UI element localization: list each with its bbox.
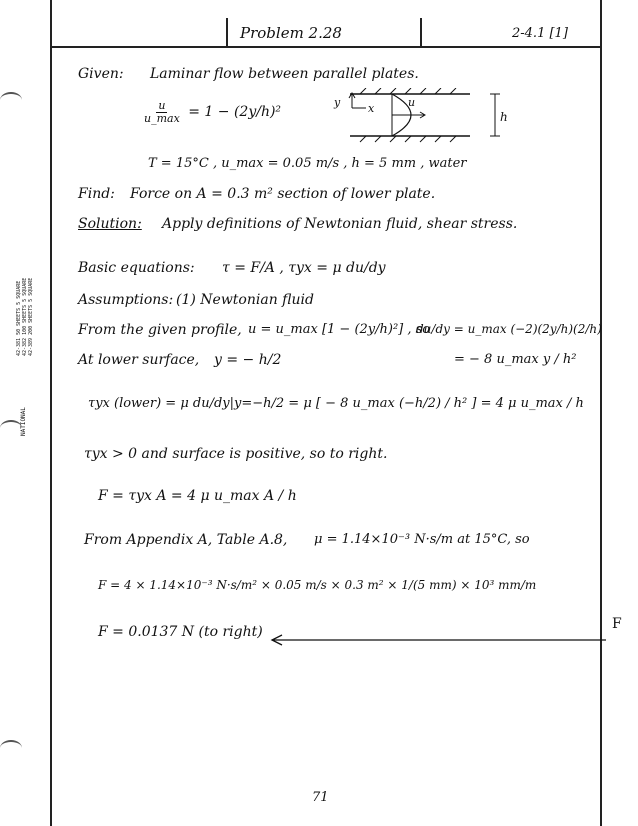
- solution-label: Solution:: [78, 216, 142, 232]
- binder-hole-top: [0, 92, 22, 108]
- pad-brand-print: 42-381 50 SHEETS 5 SQUARE 42-382 100 SHEETS 5 SQUARE 42-389 200 SHEETS 5 SQUARE NATIONAL: [16, 277, 34, 436]
- margin-answer-tag: F: [612, 616, 622, 632]
- basic-equations: τ = F/A , τyx = μ du/dy: [222, 260, 386, 276]
- assumptions-text: (1) Newtonian fluid: [176, 292, 314, 308]
- binder-hole-bottom: [0, 740, 22, 756]
- header-rule: [50, 46, 602, 48]
- result-pointer-arrow: [270, 630, 610, 650]
- basic-equations-label: Basic equations:: [78, 260, 195, 276]
- derivative-result: = − 8 u_max y / h²: [454, 352, 577, 367]
- find-label: Find:: [78, 186, 115, 202]
- profile-equation: u = u_max [1 − (2y/h)²] , so: [248, 322, 431, 337]
- given-text: Laminar flow between parallel plates.: [150, 66, 419, 82]
- binder-hole-mid: [0, 420, 22, 436]
- find-text: Force on A = 0.3 m² section of lower plate.: [130, 186, 436, 202]
- diagram-h-label: h: [500, 110, 508, 124]
- force-equation: F = τyx A = 4 μ u_max A / h: [98, 488, 297, 504]
- surface-text: At lower surface,: [78, 352, 200, 368]
- left-margin-line: [50, 0, 52, 826]
- diagram-x-label: x: [368, 102, 375, 115]
- solution-text: Apply definitions of Newtonian fluid, shear stress.: [162, 216, 518, 232]
- final-result: F = 0.0137 N (to right): [98, 624, 263, 640]
- velocity-profile-equation: $\frac{u}{u\_\max}$ = 1 − (2y/h)²: [144, 99, 282, 125]
- diagram-y-label: y: [334, 96, 341, 109]
- shear-direction-text: τyx > 0 and surface is positive, so to right.: [84, 446, 388, 462]
- appendix-text: From Appendix A, Table A.8,: [84, 532, 288, 548]
- problem-code: 2-4.1 [1]: [512, 26, 568, 41]
- shear-stress-lower: τyx (lower) = μ du/dy|y=−h/2 = μ [ − 8 u_max (−h/2) / h² ] = 4 μ u_max / h: [88, 396, 584, 411]
- given-conditions: T = 15°C , u_max = 0.05 m/s , h = 5 mm , water: [148, 156, 467, 171]
- surface-equation: y = − h/2: [214, 352, 282, 368]
- header-divider-left: [226, 18, 228, 46]
- profile-text: From the given profile,: [78, 322, 242, 338]
- header-divider-right: [420, 18, 422, 46]
- channel-flow-diagram: [330, 88, 510, 148]
- force-calculation: F = 4 × 1.14×10⁻³ N·s/m² × 0.05 m/s × 0.3 m² × 1/(5 mm) × 10³ mm/m: [98, 578, 537, 592]
- viscosity-equation: μ = 1.14×10⁻³ N·s/m at 15°C, so: [314, 532, 530, 547]
- page-title: Problem 2.28: [240, 24, 342, 42]
- derivative-equation: du/dy = u_max (−2)(2y/h)(2/h): [416, 322, 602, 336]
- diagram-u-label: u: [408, 96, 416, 109]
- page-number: 71: [312, 790, 329, 805]
- given-label: Given:: [78, 66, 124, 82]
- assumptions-label: Assumptions:: [78, 292, 174, 308]
- right-margin-line: [600, 0, 602, 826]
